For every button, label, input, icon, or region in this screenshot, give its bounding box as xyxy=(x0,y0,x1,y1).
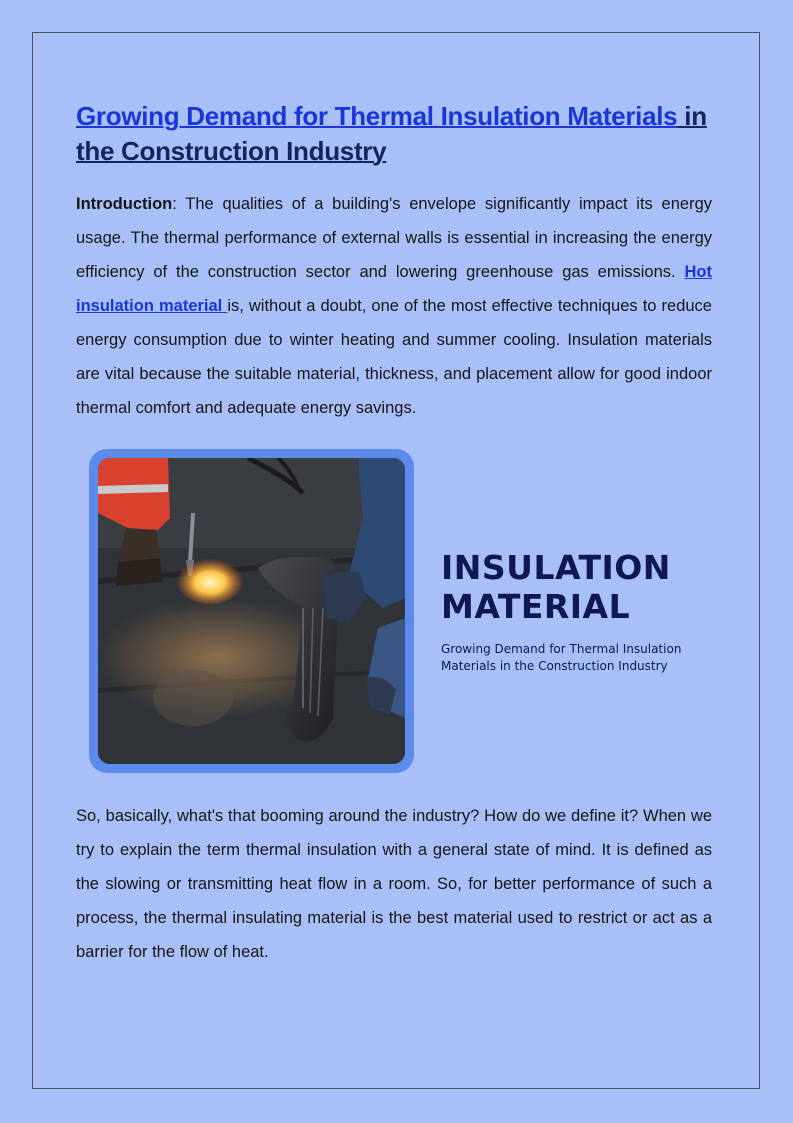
second-paragraph: So, basically, what's that booming around the industry? How do we define it? When we try to explain the term thermal insulation with a general state of mind. It is defined as the slowing or transmitting heat flow in a room. So, for better performance of such a process, the thermal insulating material is the best material used to restrict or act as a barrier for the flow of heat. xyxy=(76,807,712,961)
intro-label: Introduction xyxy=(76,195,173,213)
promo-subtitle xyxy=(441,641,741,675)
article-title xyxy=(76,99,726,169)
intro-text-1: The qualities of a building's envelope significantly impact its energy usage. The thermal performance of external walls is essential in increasing the energy efficiency of the construction sector and lowering greenhouse gas emissions. xyxy=(76,195,712,281)
intro-colon: : xyxy=(172,195,186,213)
title-tail: in the Construction Industry xyxy=(76,101,707,166)
intro-paragraph xyxy=(76,187,712,425)
promo-heading-line2: MATERIAL xyxy=(441,587,631,626)
promo-subtitle-line2: Materials in the Construction Industry xyxy=(441,659,668,673)
hot-insulation-link[interactable]: Hot insulation material xyxy=(76,263,712,315)
photo-frame xyxy=(89,449,414,773)
promo-subtitle-line1: Growing Demand for Thermal Insulation xyxy=(441,642,682,656)
roofing-photo xyxy=(98,458,405,764)
intro-text-2: is, without a doubt, one of the most effective techniques to reduce energy consumption due to winter heating and summer cooling. Insulation materials are vital because the suitable material, thickness, and placement allow for good indoor thermal comfort and adequate energy savings. xyxy=(76,297,712,417)
promo-heading xyxy=(441,548,671,626)
roofing-illustration xyxy=(98,458,405,764)
title-link[interactable]: Growing Demand for Thermal Insulation Materials xyxy=(76,101,678,131)
promo-heading-line1: INSULATION xyxy=(441,548,671,587)
